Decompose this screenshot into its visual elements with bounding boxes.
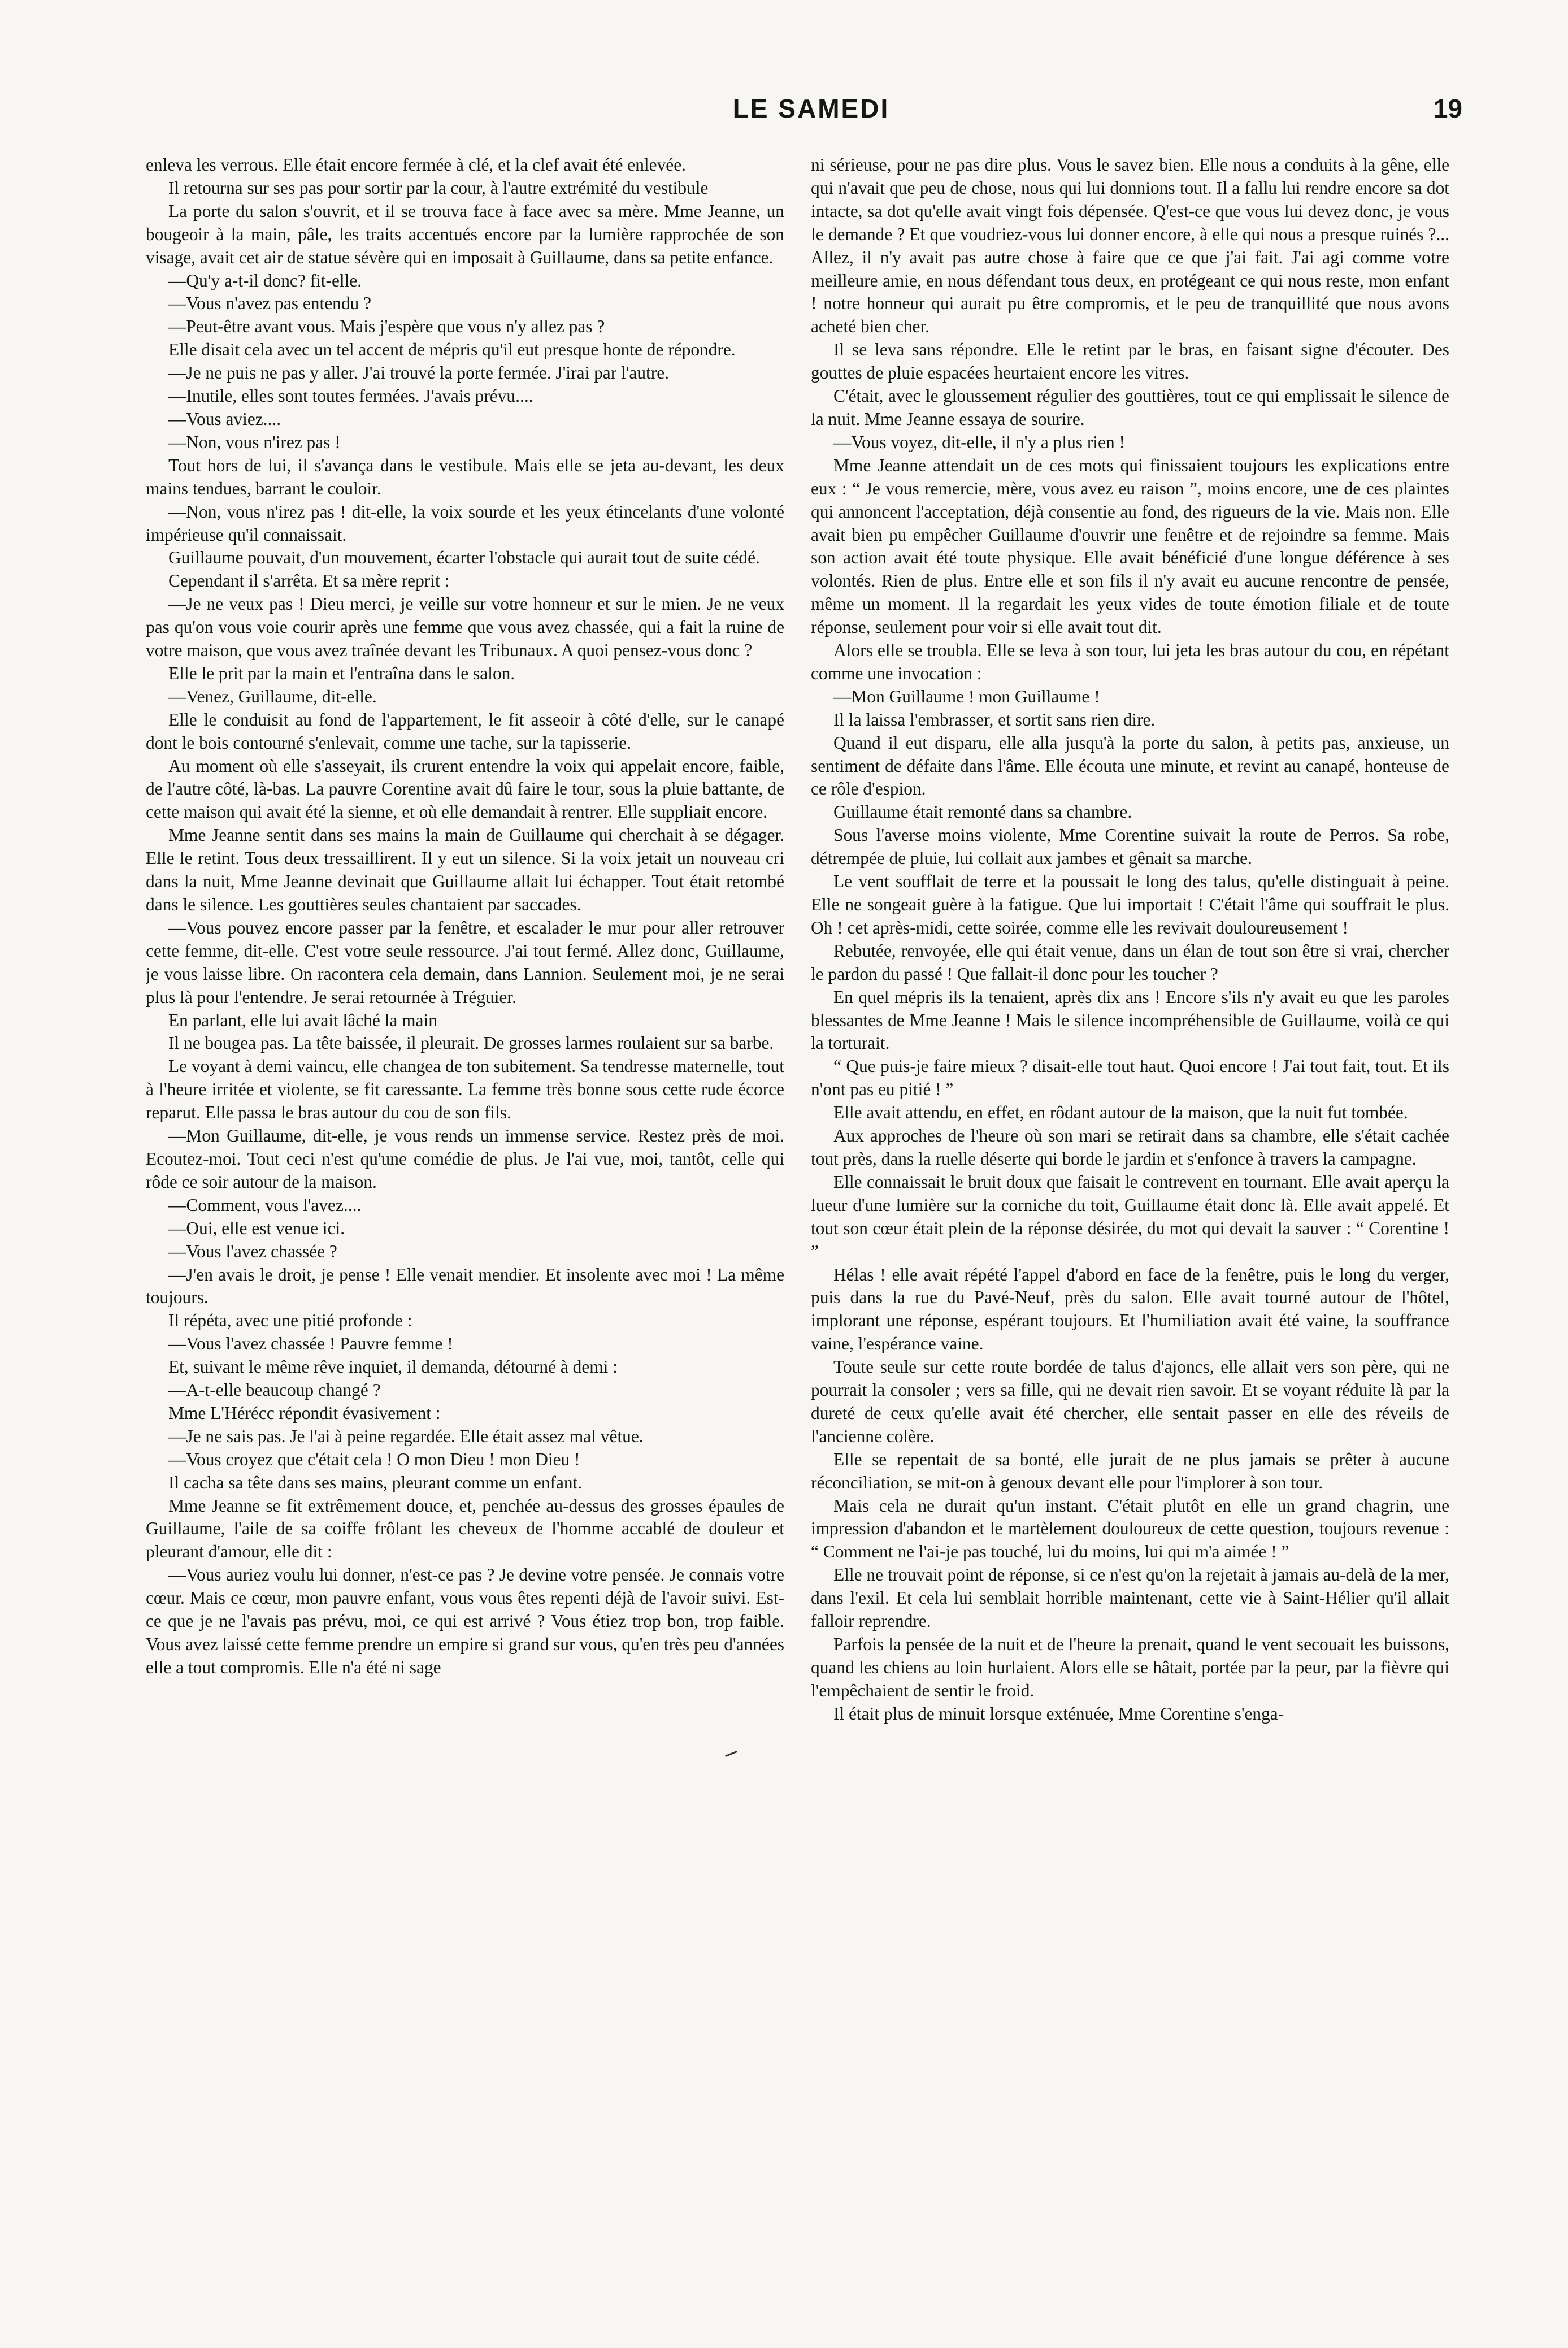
paragraph: —Non, vous n'irez pas ! dit-elle, la voix sourde et les yeux étincelants d'une volonté impérieuse qu'il connaissait. (146, 501, 784, 545)
paragraph: Elle ne trouvait point de réponse, si ce n'est qu'on la rejetait à jamais au-delà de la mer, dans l'exil. Et cela lui semblait horrible maintenant, cette vie à Saint-Hélier qu'il allait falloir reprendre. (811, 1565, 1449, 1631)
paragraph: Mme Jeanne se fit extrêmement douce, et, penchée au-dessus des grosses épaules de Guillaume, l'aile de sa coiffe frôlant les cheveux de l'homme accablé de douleur et pleurant d'amour, elle dit : (146, 1495, 784, 1562)
paragraph: Alors elle se troubla. Elle se leva à son tour, lui jeta les bras autour du cou, en répétant comme une invocation : (811, 640, 1449, 683)
paragraph: —Vous croyez que c'était cela ! O mon Dieu ! mon Dieu ! (168, 1449, 580, 1469)
paragraph: —Inutile, elles sont toutes fermées. J'avais prévu.... (168, 386, 533, 406)
paragraph: —J'en avais le droit, je pense ! Elle venait mendier. Et insolente avec moi ! La même toujours. (146, 1264, 784, 1308)
paragraph: —Mon Guillaume ! mon Guillaume ! (833, 686, 1100, 706)
paragraph: —Venez, Guillaume, dit-elle. (168, 686, 377, 706)
paragraph: Toute seule sur cette route bordée de talus d'ajoncs, elle allait vers son père, qui ne pourrait la consoler ; vers sa fille, qui ne devait rien savoir. Et se voyant réduite là par la dureté de ceux qu'elle avait été chercher, elle sentait passer en elle des réveils de l'ancienne colère. (811, 1357, 1449, 1446)
paragraph: Aux approches de l'heure où son mari se retirait dans sa chambre, elle s'était cachée tout près, dans la ruelle déserte qui borde le jardin et s'enfonce à travers la campagne. (811, 1126, 1449, 1169)
right-text-column (811, 154, 1449, 2301)
paragraph: Elle disait cela avec un tel accent de mépris qu'il eut presque honte de répondre. (168, 340, 736, 360)
paragraph: —Oui, elle est venue ici. (168, 1218, 345, 1238)
paragraph: —Mon Guillaume, dit-elle, je vous rends un immense service. Restez près de moi. Ecoutez-moi. Tout ceci n'est qu'une comédie de plus. Je l'ai vue, moi, tantôt, celle qui rôde ce soir autour de la maison. (146, 1126, 784, 1192)
paragraph: —Comment, vous l'avez.... (168, 1195, 362, 1215)
paragraph: C'était, avec le gloussement régulier des gouttières, tout ce qui emplissait le silence de la nuit. Mme Jeanne essaya de sourire. (811, 386, 1449, 429)
page-number: 19 (1433, 94, 1462, 123)
paragraph: —Vous pouvez encore passer par la fenêtre, et escalader le mur pour aller retrouver cette femme, dit-elle. C'est votre seule ressource. J'ai tout fermé. Allez donc, Guillaume, je vous laisse libre. On racontera cela demain, dans Lannion. Seulement moi, je ne serai plus là pour l'entendre. Je serai retournée à Tréguier. (146, 917, 784, 1007)
paragraph: La porte du salon s'ouvrit, et il se trouva face à face avec sa mère. Mme Jeanne, un bougeoir à la main, pâle, les traits accentués encore par la lumière rapprochée de son visage, avait cet air de statue sévère qui en imposait à Guillaume, dans sa petite enfance. (146, 201, 784, 267)
paragraph: Le vent soufflait de terre et la poussait le long des talus, qu'elle distinguait à peine. Elle ne songeait guère à la fatigue. Que lui importait ! C'était l'âme qui souffrait le plus. Oh ! cet après-midi, cette soirée, comme elle les revivait douloureusement ! (811, 871, 1449, 938)
paragraph: Elle se repentait de sa bonté, elle jurait de ne plus jamais se prêter à aucune réconciliation, se mit-on à genoux devant elle pour l'implorer à son tour. (811, 1449, 1449, 1492)
page-header (160, 93, 1462, 144)
paragraph: Sous l'averse moins violente, Mme Corentine suivait la route de Perros. Sa robe, détrempée de pluie, lui collait aux jambes et gênait sa marche. (811, 825, 1449, 869)
paragraph: Guillaume était remonté dans sa chambre. (833, 802, 1132, 822)
paragraph: Tout hors de lui, il s'avança dans le vestibule. Mais elle se jeta au-devant, les deux mains tendues, barrant le couloir. (146, 455, 784, 498)
paragraph: enleva les verrous. Elle était encore fermée à clé, et la clef avait été enlevée. (146, 155, 686, 175)
paragraph: Il la laissa l'embrasser, et sortit sans rien dire. (833, 709, 1156, 730)
paragraph: —Vous voyez, dit-elle, il n'y a plus rien ! (833, 432, 1125, 452)
paragraph: —Je ne puis ne pas y aller. J'ai trouvé la porte fermée. J'irai par l'autre. (168, 363, 669, 383)
paragraph: Elle avait attendu, en effet, en rôdant autour de la maison, que la nuit fut tombée. (833, 1103, 1408, 1123)
paragraph: Le voyant à demi vaincu, elle changea de ton subitement. Sa tendresse maternelle, tout à l'heure irritée et violente, se fit caressante. La femme très bonne sous cette rude écorce reparut. Elle passa le bras autour du cou de son fils. (146, 1056, 784, 1123)
paragraph: Mme Jeanne sentit dans ses mains la main de Guillaume qui cherchait à se dégager. Elle le retint. Tous deux tressaillirent. Il y eut un silence. Si la voix jetait un nouveau cri dans la nuit, Mme Jeanne devinait que Guillaume allait lui échapper. Tout était retombé dans le silence. Les gouttières seules chantaient par saccades. (146, 825, 784, 914)
paragraph: —Vous l'avez chassée ! Pauvre femme ! (168, 1334, 453, 1354)
paragraph: —Non, vous n'irez pas ! (168, 432, 341, 452)
paragraph: Il se leva sans répondre. Elle le retint par le bras, en faisant signe d'écouter. Des gouttes de pluie espacées heurtaient encore les vitres. (811, 340, 1449, 383)
paragraph: —Qu'y a-t-il donc? fit-elle. (168, 270, 362, 290)
paragraph: Mme L'Hérécc répondit évasivement : (168, 1403, 441, 1423)
paragraph: —Vous n'avez pas entendu ? (168, 293, 371, 314)
paragraph: —Vous l'avez chassée ? (168, 1241, 337, 1261)
paragraph: —Vous auriez voulu lui donner, n'est-ce pas ? Je devine votre pensée. Je connais votre cœur. Mais ce cœur, mon pauvre enfant, vous vous êtes repenti déjà de l'avoir suivi. Est-ce que je ne l'avais pas prévu, moi, ce qui est arrivé ? Vous étiez trop bon, trop faible. Vous avez laissé cette femme prendre un empire si grand sur vous, qu'en très peu d'années elle a tout compromis. Elle n'a été ni sage (146, 1565, 784, 1677)
paragraph: “ Que puis-je faire mieux ? disait-elle tout haut. Quoi encore ! J'ai tout fait, tout. Et ils n'ont pas eu pitié ! ” (811, 1056, 1449, 1100)
paragraph: Guillaume pouvait, d'un mouvement, écarter l'obstacle qui aurait tout de suite cédé. (168, 548, 760, 568)
left-text-column (146, 154, 784, 2301)
paragraph: En parlant, elle lui avait lâché la main (168, 1010, 437, 1030)
paragraph: —Peut-être avant vous. Mais j'espère que vous n'y allez pas ? (168, 316, 605, 337)
paragraph: Cependant il s'arrêta. Et sa mère reprit : (168, 571, 450, 591)
paragraph: Elle connaissait le bruit doux que faisait le contrevent en tournant. Elle avait aperçu la lueur d'une lumière sur la corniche du toit, Guillaume était donc là. Elle avait appelé. Et tout son cœur était plein de la réponse désirée, du mot qui devait la sauver : “ Corentine ! ” (811, 1171, 1449, 1261)
paragraph: Il ne bougea pas. La tête baissée, il pleurait. De grosses larmes roulaient sur sa barbe. (168, 1033, 774, 1053)
paragraph: Parfois la pensée de la nuit et de l'heure la prenait, quand le vent secouait les buissons, quand les chiens au loin hurlaient. Alors elle se hâtait, portée par la peur, par la fièvre qui l'empêchaient de sentir le froid. (811, 1634, 1449, 1700)
paragraph: Il cacha sa tête dans ses mains, pleurant comme un enfant. (168, 1472, 583, 1492)
paragraph: Au moment où elle s'asseyait, ils crurent entendre la voix qui appelait encore, faible, de l'autre côté, là-bas. La pauvre Corentine avait dû faire le tour, sous la pluie battante, de cette maison qui avait été la sienne, et où elle demandait à rentrer. Elle suppliait encore. (146, 756, 784, 822)
paragraph: Il répéta, avec une pitié profonde : (168, 1310, 412, 1331)
paragraph: Elle le conduisit au fond de l'appartement, le fit asseoir à côté d'elle, sur le canapé dont le bois contourné s'enlevait, comme une tache, sur la tapisserie. (146, 709, 784, 753)
paragraph: —Je ne veux pas ! Dieu merci, je veille sur votre honneur et sur le mien. Je ne veux pas qu'on vous voie courir après une femme que vous avez chassée, qui a fait la ruine de votre maison, que vous avez traînée devant les Tribunaux. A quoi pensez-vous donc ? (146, 594, 784, 661)
paragraph: Hélas ! elle avait répété l'appel d'abord en face de la fenêtre, puis le long du verger, puis dans la rue du Pavé-Neuf, près du salon. Elle avait tourné autour de l'hôtel, implorant une réponse, espérant toujours. Et l'humiliation avait été vaine, la souffrance vaine, l'espérance vaine. (811, 1264, 1449, 1354)
paragraph: ni sérieuse, pour ne pas dire plus. Vous le savez bien. Elle nous a conduits à la gêne, elle qui n'avait que peu de chose, nous qui lui donnions tout. Il a fallu lui rendre encore sa dot intacte, sa dot qu'elle avait vingt fois dépensée. Q'est-ce que vous lui devez donc, je vous le demande ? Et que voudriez-vous lui donner encore, à elle qui nous a presque ruinés ?... Allez, il n'y avait pas autre chose à faire que ce que j'ai fait. J'ai agi comme votre meilleure amie, en nous défendant tous deux, en protégeant ce qui nous reste, mon enfant ! notre honneur qui aurait pu être compromis, et le peu de tranquillité que nous avons acheté bien cher. (811, 155, 1449, 337)
journal-title: LE SAMEDI (732, 94, 890, 123)
paragraph: Et, suivant le même rêve inquiet, il demanda, détourné à demi : (168, 1357, 618, 1377)
paragraph: —A-t-elle beaucoup changé ? (168, 1380, 381, 1400)
paragraph: Il était plus de minuit lorsque exténuée, Mme Corentine s'enga- (833, 1703, 1284, 1724)
paragraph: Elle le prit par la main et l'entraîna dans le salon. (168, 663, 515, 683)
paragraph: Quand il eut disparu, elle alla jusqu'à la porte du salon, à petits pas, anxieuse, un sentiment de défaite dans l'âme. Elle écouta une minute, et revint au canapé, honteuse de ce rôle d'espion. (811, 732, 1449, 799)
paragraph: Rebutée, renvoyée, elle qui était venue, dans un élan de tout son être si vrai, chercher le pardon du passé ! Que fallait-il donc pour les toucher ? (811, 940, 1449, 984)
paragraph: Mme Jeanne attendait un de ces mots qui finissaient toujours les explications entre eux : “ Je vous remercie, mère, vous avez eu raison ”, moins encore, une de ces plaintes qui annoncent l'acceptation, déjà consentie au fond, des rigueurs de la vie. Mais non. Elle avait bien pu empêcher Guillaume d'ouvrir une fenêtre et de rejoindre sa femme. Mais son action avait été toute physique. Elle avait bénéficié d'une longue déférence à ses volontés. Rien de plus. Entre elle et son fils il n'y avait eu aucune rencontre de pensée, même un moment. Il la regardait les yeux vides de toute émotion filiale et de toute réponse, seulement pour voir si elle avait tout dit. (811, 455, 1449, 637)
paragraph: En quel mépris ils la tenaient, après dix ans ! Encore s'ils n'y avait eu que les paroles blessantes de Mme Jeanne ! Mais le silence incompréhensible de Guillaume, voilà ce qui la torturait. (811, 987, 1449, 1053)
paragraph: —Vous aviez.... (168, 409, 281, 429)
paragraph: Mais cela ne durait qu'un instant. C'était plutôt en elle un grand chagrin, une impression d'abandon et le martèlement douloureux de cette question, toujours revenue : “ Comment ne l'ai-je pas touché, lui du moins, lui qui m'a aimée ! ” (811, 1495, 1449, 1562)
paragraph: Il retourna sur ses pas pour sortir par la cour, à l'autre extrémité du vestibule (168, 177, 709, 198)
paragraph: —Je ne sais pas. Je l'ai à peine regardée. Elle était assez mal vêtue. (168, 1426, 644, 1446)
